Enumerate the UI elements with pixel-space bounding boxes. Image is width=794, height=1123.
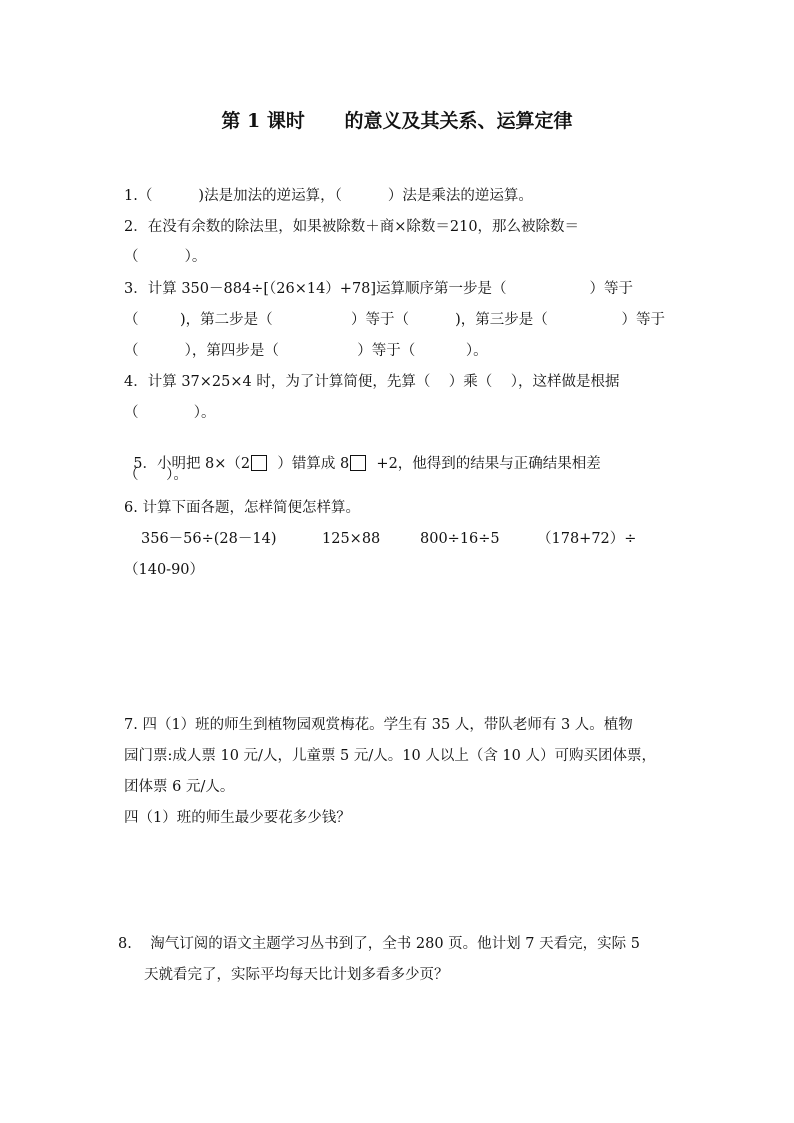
question-7-line-3: 团体票 6 元/人。 — [124, 779, 235, 795]
expression-1: 356－56÷(28－14) — [141, 531, 277, 547]
expression-2: 125×88 — [322, 531, 381, 547]
question-2-line-1: 2．在没有余数的除法里，如果被除数＋商×除数＝210，那么被除数＝ — [124, 219, 580, 235]
question-7-line-4: 四（1）班的师生最少要花多少钱？ — [124, 810, 351, 826]
question-3-line-3: （ ），第四步是（ ）等于（ ）。 — [124, 343, 488, 359]
question-5-part-2: ）错算成 8 — [268, 456, 350, 472]
question-7-line-1: 7. 四（1）班的师生到植物园观赏梅花。学生有 35 人，带队老师有 3 人。植物 — [124, 717, 633, 733]
question-5-part-1: 5．小明把 8×（2 — [133, 456, 251, 472]
question-5-part-3: +2，他得到的结果与正确结果相差 — [367, 456, 601, 472]
question-7-line-2: 园门票:成人票 10 元/人，儿童票 5 元/人。10 人以上（含 10 人）可购买团体票， — [124, 748, 656, 764]
question-4-line-1: 4．计算 37×25×4 时，为了计算简便，先算（ ）乘（ ），这样做是根据 — [124, 374, 620, 390]
question-8-line-2: 天就看完了，实际平均每天比计划多看多少页？ — [144, 967, 449, 983]
question-1: 1.（ )法是加法的逆运算，（ ）法是乘法的逆运算。 — [124, 188, 533, 204]
question-6: 6. 计算下面各题，怎样简便怎样算。 — [124, 500, 360, 516]
question-3-line-2: （ )，第二步是（ ）等于（ )，第三步是（ ）等于 — [124, 312, 665, 328]
expression-4: （178+72）÷ — [537, 531, 637, 547]
question-5-line-2: （ ）。 — [124, 467, 188, 483]
question-3-line-1: 3．计算 350－884÷[（26×14）+78]运算顺序第一步是（ ）等于 — [124, 281, 634, 297]
question-2-line-2: （ ）。 — [124, 249, 207, 265]
expression-4-continued: （140-90） — [124, 562, 205, 578]
blank-box — [350, 455, 366, 471]
question-5-line-1 — [124, 434, 601, 474]
page-title: 第 1 课时 的意义及其关系、运算定律 — [221, 110, 573, 132]
expression-3: 800÷16÷5 — [420, 531, 500, 547]
question-8-line-1: 8. 淘气订阅的语文主题学习丛书到了，全书 280 页。他计划 7 天看完，实际 5 — [118, 936, 640, 952]
blank-box — [251, 455, 267, 471]
question-4-line-2: （ ）。 — [124, 405, 216, 421]
